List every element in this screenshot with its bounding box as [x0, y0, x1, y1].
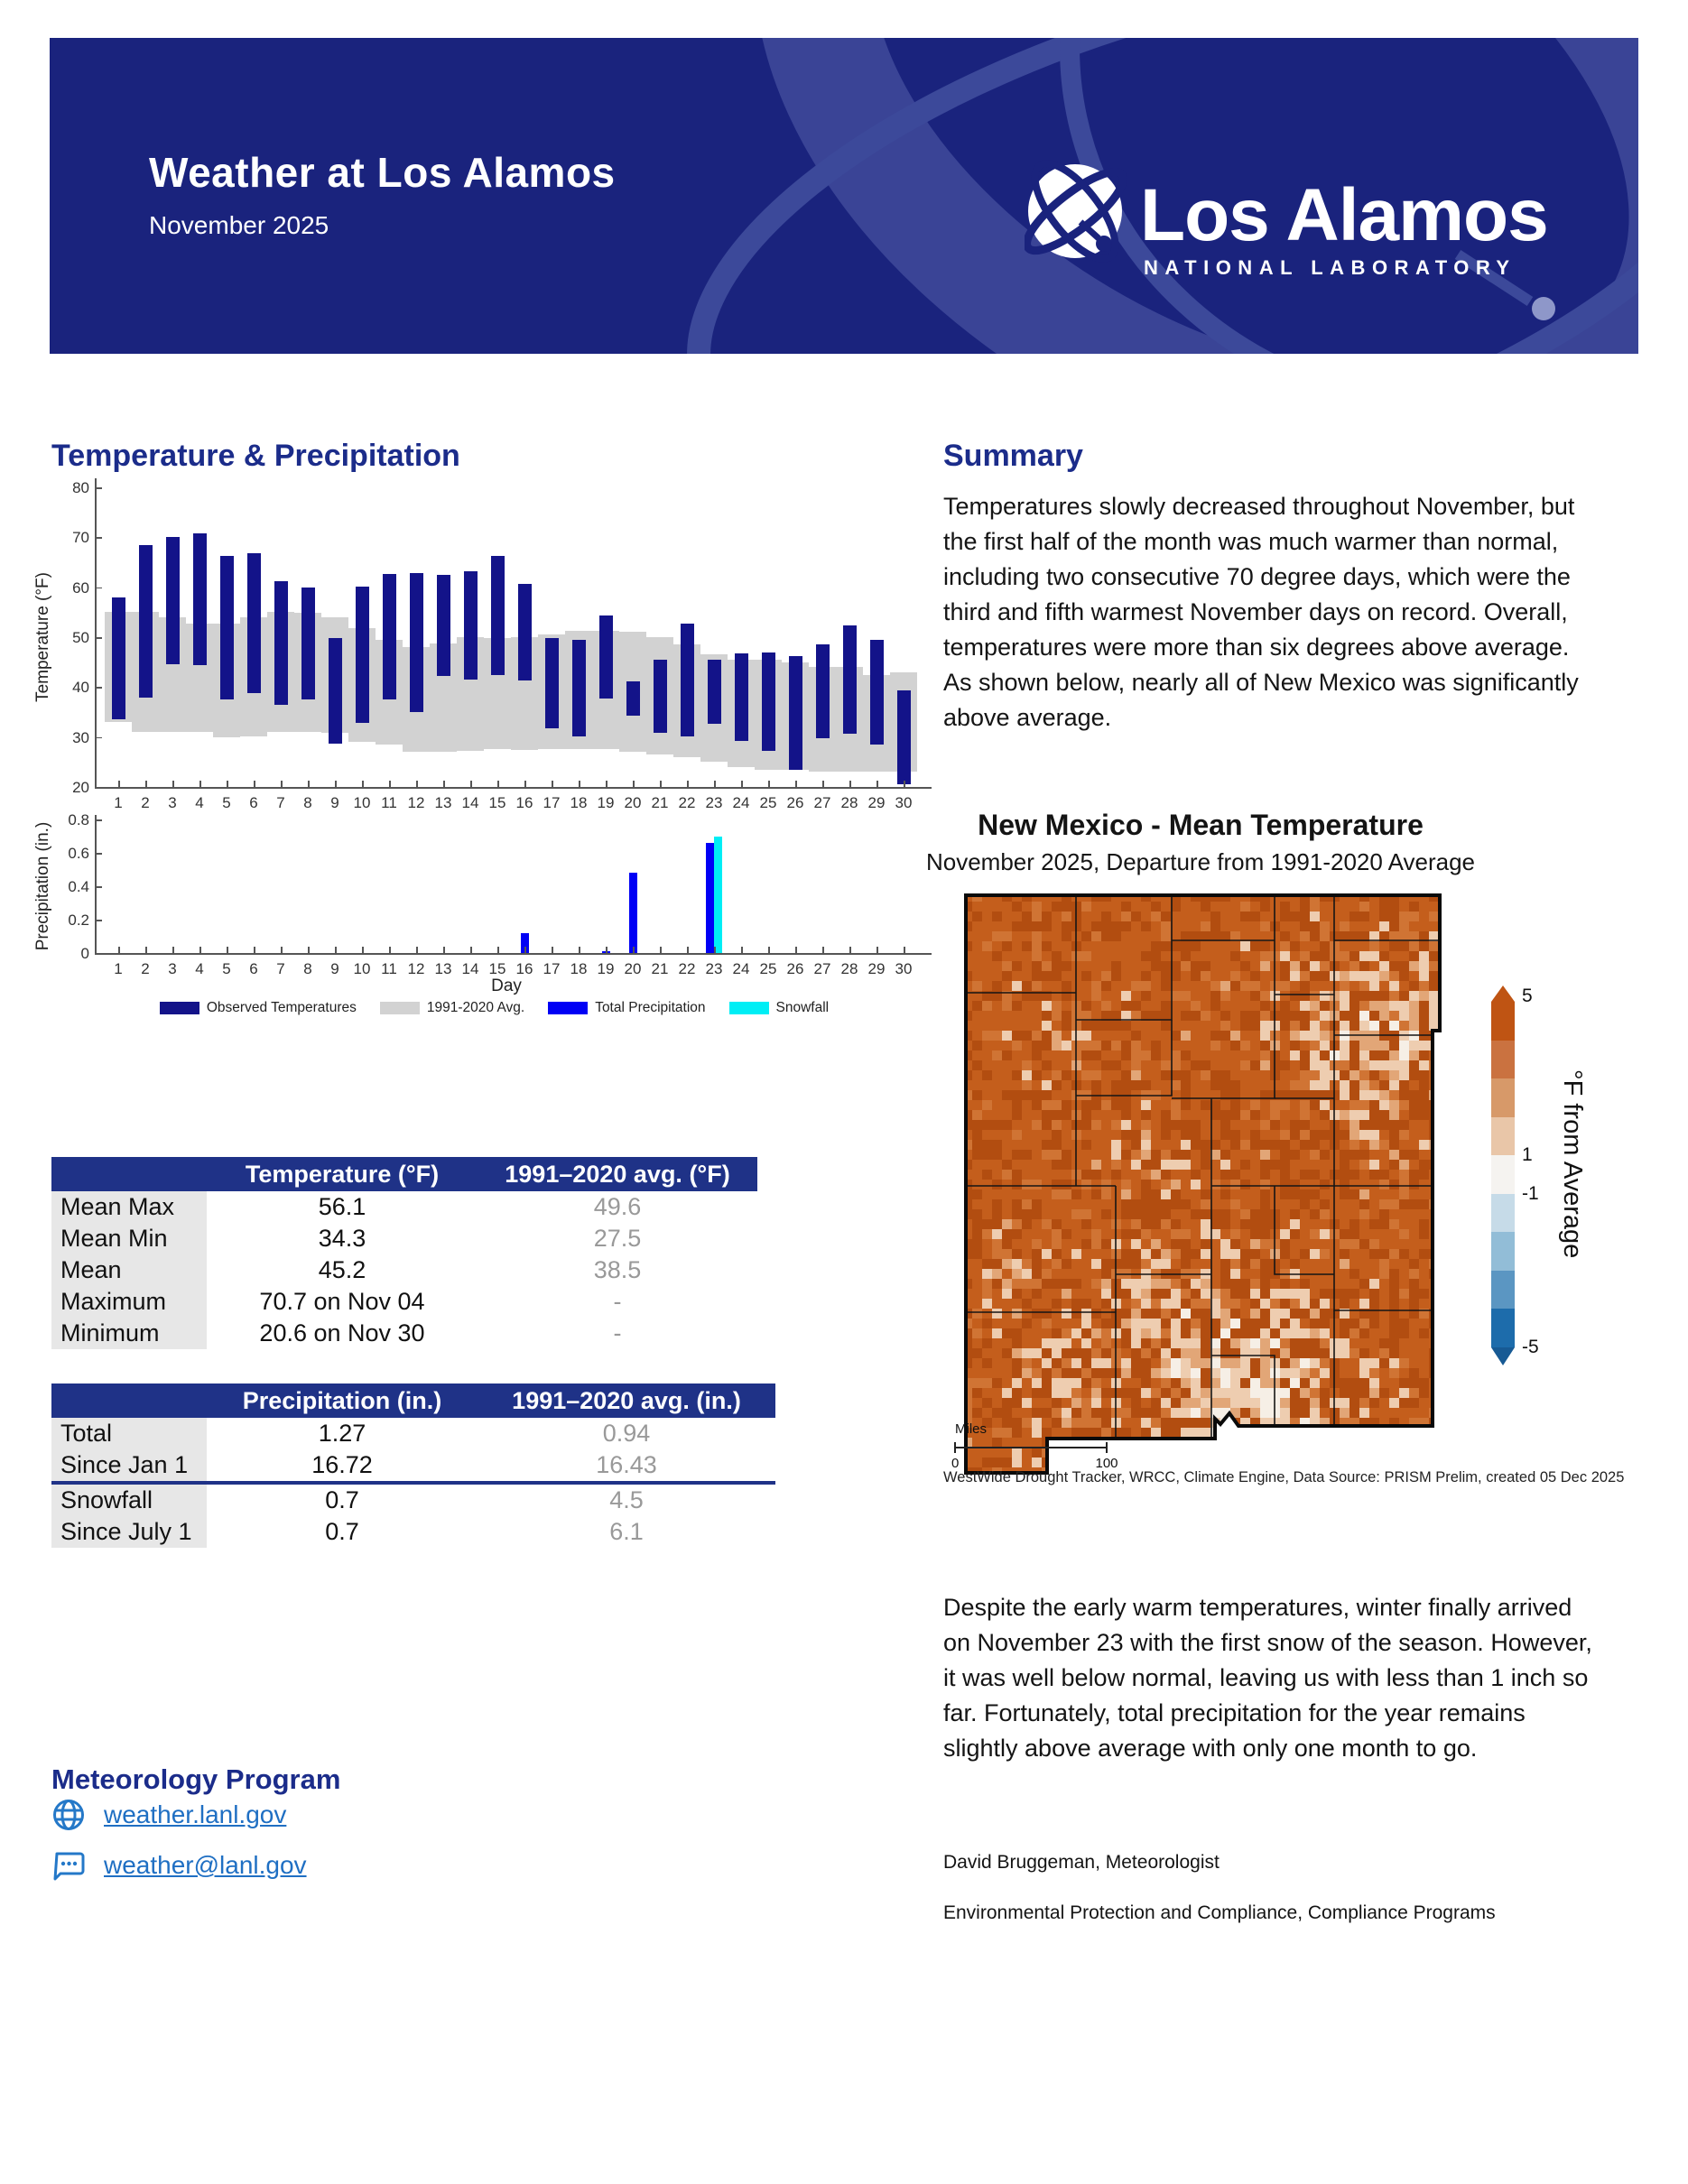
- precip-x-tick-label: 10: [353, 960, 371, 977]
- precip-x-tick: [172, 947, 174, 953]
- observed-temp-bar: [274, 581, 288, 705]
- precip-x-tick: [281, 947, 283, 953]
- temp-x-tick: [308, 781, 310, 787]
- temp-x-tick-label: 26: [786, 794, 804, 811]
- temp-y-tick-label: 20: [72, 779, 89, 796]
- temperature-table-row-avg: -: [613, 1288, 622, 1315]
- temp-x-tick: [904, 781, 905, 787]
- temperature-table-row: [51, 1223, 757, 1254]
- precip-y-tick-label: 0.6: [68, 845, 89, 862]
- precip-y-tick-label: 0: [80, 945, 89, 962]
- weather-email-link[interactable]: weather@lanl.gov: [104, 1851, 307, 1879]
- temp-x-tick-label: 2: [141, 794, 150, 811]
- temp-x-tick-label: 29: [867, 794, 886, 811]
- temp-x-tick-label: 13: [434, 794, 452, 811]
- temp-y-tick-label: 80: [72, 479, 89, 496]
- temperature-table-header-row: [51, 1157, 757, 1191]
- precip-x-tick-label: 17: [543, 960, 561, 977]
- colorbar-segment: [1491, 1002, 1515, 1041]
- temp-x-tick: [416, 781, 418, 787]
- temp-x-tick: [389, 781, 391, 787]
- temp-x-tick-label: 21: [651, 794, 669, 811]
- observed-temp-bar: [572, 640, 586, 736]
- temp-x-tick: [443, 781, 445, 787]
- colorbar-label-neg1: -1: [1522, 1183, 1539, 1204]
- observed-temp-bar: [816, 644, 830, 738]
- temp-x-tick-label: 9: [330, 794, 339, 811]
- legend-item: [160, 1000, 357, 1016]
- temperature-table-row-avg: 27.5: [593, 1225, 642, 1252]
- temperature-table-row-avg: -: [613, 1319, 622, 1346]
- colorbar-segment: [1491, 1117, 1515, 1156]
- legend-label: Observed Temperatures: [206, 1000, 357, 1015]
- temp-x-tick: [822, 781, 824, 787]
- legend-swatch: [160, 1002, 199, 1014]
- temp-x-tick-label: 1: [114, 794, 123, 811]
- precipitation-table-header-row: [51, 1384, 775, 1418]
- chart-legend: [54, 1000, 934, 1016]
- temp-x-tick-label: 30: [895, 794, 913, 811]
- temperature-table-row: [51, 1286, 757, 1318]
- colorbar-segment: [1491, 1232, 1515, 1271]
- colorbar-bottom-arrow: [1491, 1347, 1515, 1365]
- precip-x-tick: [118, 947, 120, 953]
- precip-x-tick-label: 12: [407, 960, 425, 977]
- temp-x-tick: [795, 781, 797, 787]
- colorbar-axis-label: °F from Average: [1558, 1069, 1587, 1259]
- precipitation-table-col-header: Precipitation (in.): [242, 1386, 442, 1414]
- precipitation-table-row: [51, 1485, 775, 1516]
- lanl-logo: [1025, 150, 1620, 330]
- temperature-table-row: [51, 1254, 757, 1286]
- precip-x-tick-label: 4: [195, 960, 204, 977]
- colorbar-segment: [1491, 1078, 1515, 1117]
- precipitation-table-row-label: Since July 1: [51, 1516, 207, 1548]
- temp-x-tick-label: 7: [276, 794, 285, 811]
- colorbar-segment: [1491, 1194, 1515, 1233]
- observed-temp-bar: [545, 638, 559, 729]
- meteorology-program-title: Meteorology Program: [51, 1763, 341, 1795]
- precipitation-table-row-value: 0.7: [325, 1518, 359, 1545]
- temp-y-tick-label: 60: [72, 578, 89, 597]
- precip-y-tick-label: 0.8: [68, 811, 89, 828]
- temperature-table-row-value: 45.2: [318, 1256, 366, 1283]
- temp-x-tick-label: 6: [249, 794, 258, 811]
- temp-y-axis-label: Temperature (°F): [33, 572, 52, 702]
- observed-temp-bar: [681, 624, 694, 736]
- temp-x-tick-label: 3: [168, 794, 177, 811]
- observed-temp-bar: [112, 597, 125, 720]
- temp-y-tick: [95, 487, 102, 489]
- precipitation-table-row-label: Since Jan 1: [51, 1449, 207, 1481]
- precipitation-table-row: [51, 1516, 775, 1548]
- email-link-row: [51, 1848, 307, 1883]
- website-link-row: [51, 1798, 286, 1832]
- temp-x-tick-label: 5: [222, 794, 231, 811]
- temp-y-tick: [95, 687, 102, 689]
- observed-temp-bar: [708, 660, 721, 724]
- temp-y-tick: [95, 737, 102, 739]
- temp-precip-chart: [33, 469, 934, 1047]
- temp-x-tick: [145, 781, 147, 787]
- temp-y-tick: [95, 588, 102, 589]
- observed-temp-bar: [654, 660, 667, 733]
- temp-x-tick-label: 10: [353, 794, 371, 811]
- observed-temp-bar: [220, 556, 234, 699]
- map-subtitle: November 2025, Departure from 1991-2020 Average: [925, 848, 1475, 875]
- temperature-table-col-header: Temperature (°F): [245, 1160, 440, 1188]
- temp-x-tick: [281, 781, 283, 787]
- temperature-table-row-label: Mean Min: [51, 1223, 207, 1254]
- precip-y-tick-label: 0.4: [68, 878, 89, 895]
- colorbar-label-5: 5: [1522, 986, 1533, 1006]
- temperature-table-avg-col-header: 1991–2020 avg. (°F): [505, 1160, 730, 1188]
- precip-x-tick-label: 18: [570, 960, 588, 977]
- observed-temp-bar: [762, 652, 775, 752]
- precipitation-table-row-value: 16.72: [311, 1451, 373, 1478]
- precip-x-tick-label: 24: [732, 960, 750, 977]
- temp-x-tick-label: 24: [732, 794, 750, 811]
- temperature-table-row: [51, 1318, 757, 1349]
- temp-y-tick-label: 40: [72, 679, 89, 697]
- precip-y-axis: [95, 815, 97, 953]
- precip-y-tick: [95, 819, 102, 821]
- observed-temp-bar: [843, 625, 857, 734]
- precip-x-tick: [416, 947, 418, 953]
- temp-x-tick: [118, 781, 120, 787]
- colorbar-segment: [1491, 1271, 1515, 1309]
- temp-x-tick: [362, 781, 364, 787]
- temperature-table-row-value: 20.6 on Nov 30: [259, 1319, 425, 1346]
- legend-item: [729, 1000, 830, 1016]
- precip-x-tick-label: 9: [330, 960, 339, 977]
- observed-temp-bar: [518, 584, 532, 680]
- legend-label: Total Precipitation: [595, 1000, 706, 1015]
- legend-swatch: [729, 1002, 769, 1014]
- legend-label: Snowfall: [775, 1000, 830, 1015]
- precip-x-tick-label: 11: [381, 960, 397, 977]
- precipitation-table: [51, 1384, 775, 1548]
- temp-x-tick: [172, 781, 174, 787]
- temp-y-axis: [95, 478, 97, 787]
- temperature-table-row-avg: 38.5: [593, 1256, 642, 1283]
- observed-temp-bar: [329, 638, 342, 744]
- colorbar-label-1: 1: [1522, 1144, 1533, 1165]
- temp-x-tick-label: 8: [303, 794, 312, 811]
- temperature-table-row-label: Mean: [51, 1254, 207, 1286]
- precip-y-tick: [95, 853, 102, 855]
- temp-x-tick-label: 15: [488, 794, 506, 811]
- precipitation-table-row: [51, 1449, 775, 1481]
- legend-item: [380, 1000, 524, 1016]
- temp-y-tick-label: 70: [72, 529, 89, 547]
- temperature-table-row-label: Maximum: [51, 1286, 207, 1318]
- temp-y-tick: [95, 537, 102, 539]
- observed-temp-bar: [870, 640, 884, 745]
- legend-swatch: [548, 1002, 588, 1014]
- precip-x-tick: [822, 947, 824, 953]
- precipitation-table-row-avg: 16.43: [596, 1451, 657, 1478]
- new-mexico-temperature-map: [939, 886, 1462, 1482]
- observed-temp-bar: [789, 656, 802, 770]
- precip-x-tick-label: 7: [276, 960, 285, 977]
- precip-x-tick-label: 21: [651, 960, 669, 977]
- temp-x-tick-label: 23: [705, 794, 723, 811]
- precipitation-table-row-value: 1.27: [318, 1420, 366, 1447]
- temp-x-tick: [660, 781, 662, 787]
- observed-temp-bar: [247, 553, 261, 693]
- precip-x-tick: [606, 947, 607, 953]
- page-subtitle: November 2025: [149, 211, 329, 239]
- colorbar-segment: [1491, 1309, 1515, 1347]
- temp-x-tick: [227, 781, 228, 787]
- temp-x-tick: [552, 781, 553, 787]
- precip-x-tick: [335, 947, 337, 953]
- temp-x-tick: [470, 781, 472, 787]
- precip-x-tick-label: 28: [840, 960, 858, 977]
- precip-x-tick-label: 19: [597, 960, 615, 977]
- section-title-temp-precip: Temperature & Precipitation: [51, 439, 460, 474]
- colorbar-top-arrow: [1491, 986, 1515, 1002]
- temp-x-tick-label: 20: [624, 794, 642, 811]
- lanl-logo-subtext: NATIONAL LABORATORY: [1144, 256, 1516, 279]
- precip-x-tick: [443, 947, 445, 953]
- precip-x-tick-label: 26: [786, 960, 804, 977]
- precip-x-tick-label: 25: [759, 960, 777, 977]
- precip-x-tick: [552, 947, 553, 953]
- temp-x-tick: [335, 781, 337, 787]
- temp-x-tick: [687, 781, 689, 787]
- lanl-logo-icon: [1025, 150, 1128, 272]
- temperature-table-row-value: 34.3: [318, 1225, 366, 1252]
- precip-x-tick-label: 23: [705, 960, 723, 977]
- precip-x-tick: [254, 947, 255, 953]
- temp-x-tick-label: 4: [195, 794, 204, 811]
- precip-x-tick: [633, 947, 635, 953]
- temp-x-tick: [768, 781, 770, 787]
- legend-label: 1991-2020 Avg.: [426, 1000, 525, 1015]
- precip-x-tick-label: 22: [678, 960, 696, 977]
- weather-website-link[interactable]: weather.lanl.gov: [104, 1800, 287, 1828]
- observed-temp-bar: [166, 537, 180, 665]
- observed-temp-bar: [383, 574, 396, 699]
- temp-x-tick: [714, 781, 716, 787]
- precip-y-tick: [95, 886, 102, 888]
- precip-x-tick: [470, 947, 472, 953]
- org-line: Environmental Protection and Compliance, Compliance Programs: [943, 1902, 1496, 1923]
- svg-text:100: 100: [1095, 1456, 1118, 1471]
- precip-x-tick: [389, 947, 391, 953]
- temp-x-tick: [633, 781, 635, 787]
- legend-swatch: [380, 1002, 420, 1014]
- precip-x-tick: [768, 947, 770, 953]
- map-title: New Mexico - Mean Temperature: [978, 809, 1424, 841]
- temperature-table-row-value: 56.1: [318, 1193, 366, 1220]
- temp-x-tick: [876, 781, 878, 787]
- temp-x-tick-label: 17: [543, 794, 561, 811]
- temp-x-tick-label: 16: [515, 794, 533, 811]
- temperature-table-row-label: Minimum: [51, 1318, 207, 1349]
- precip-x-tick: [687, 947, 689, 953]
- temp-y-tick-label: 30: [72, 728, 89, 746]
- precip-x-tick-label: 6: [249, 960, 258, 977]
- temperature-table-row: [51, 1191, 757, 1223]
- precip-x-tick: [227, 947, 228, 953]
- precip-x-tick: [660, 947, 662, 953]
- observed-temp-bar: [356, 587, 369, 723]
- page-title: Weather at Los Alamos: [149, 149, 616, 196]
- chat-icon: [51, 1848, 86, 1883]
- snowfall-bar: [714, 837, 722, 954]
- precip-x-tick: [497, 947, 499, 953]
- precip-x-tick: [904, 947, 905, 953]
- temp-y-tick: [95, 787, 102, 789]
- map-colorbar: [1491, 986, 1515, 1365]
- temperature-table-row-avg: 49.6: [593, 1193, 642, 1220]
- observed-temp-bar: [491, 556, 505, 675]
- precipitation-table-row-avg: 0.94: [602, 1420, 651, 1447]
- author-line: David Bruggeman, Meteorologist: [943, 1852, 1220, 1873]
- temp-x-tick: [497, 781, 499, 787]
- temp-x-tick-label: 25: [759, 794, 777, 811]
- precip-x-tick-label: 13: [434, 960, 452, 977]
- precip-x-tick: [714, 947, 716, 953]
- colorbar-segment: [1491, 1041, 1515, 1079]
- precip-x-tick: [876, 947, 878, 953]
- precip-x-tick-label: 16: [515, 960, 533, 977]
- colorbar-segment: [1491, 1155, 1515, 1194]
- svg-text:0: 0: [951, 1456, 960, 1471]
- header-banner: [50, 38, 1638, 354]
- precipitation-table-row-avg: 4.5: [609, 1486, 644, 1513]
- precip-x-tick-label: 8: [303, 960, 312, 977]
- day-axis-label: Day: [491, 976, 522, 995]
- observed-temp-bar: [599, 615, 613, 698]
- temp-x-tick-label: 11: [381, 794, 397, 811]
- precip-x-tick-label: 14: [461, 960, 479, 977]
- observed-temp-bar: [464, 571, 478, 680]
- precip-x-tick-label: 3: [168, 960, 177, 977]
- closing-paragraph: Despite the early warm temperatures, winter finally arrived on November 23 with the first snow of the season. However, it was well below normal, leaving us with less than 1 inch so far. Fortunately, total precipitation for the year remains slightly above average with only one month to go.: [943, 1594, 1592, 1762]
- precip-x-tick: [362, 947, 364, 953]
- precip-x-tick: [849, 947, 851, 953]
- precip-x-tick: [795, 947, 797, 953]
- precipitation-table-row-label: Snowfall: [51, 1485, 207, 1516]
- precip-y-axis-label: Precipitation (in.): [33, 821, 52, 951]
- temp-x-tick: [606, 781, 607, 787]
- temp-x-axis: [95, 787, 932, 789]
- lanl-logo-text: Los Alamos: [1140, 174, 1548, 256]
- observed-temp-bar: [437, 575, 450, 676]
- observed-temp-bar: [626, 681, 640, 717]
- precip-x-tick-label: 2: [141, 960, 150, 977]
- precip-x-tick-label: 15: [488, 960, 506, 977]
- precip-x-tick-label: 30: [895, 960, 913, 977]
- precip-y-tick-label: 0.2: [68, 912, 89, 929]
- svg-text:Miles: Miles: [955, 1421, 988, 1437]
- observed-temp-bar: [897, 690, 911, 783]
- temp-x-tick: [199, 781, 201, 787]
- precipitation-table-row-label: Total: [51, 1418, 207, 1449]
- temp-x-tick: [579, 781, 580, 787]
- temp-x-tick-label: 14: [461, 794, 479, 811]
- precipitation-table-row-avg: 6.1: [609, 1518, 644, 1545]
- map-raster: [939, 886, 1462, 1482]
- temp-x-tick-label: 22: [678, 794, 696, 811]
- globe-icon: [51, 1798, 86, 1832]
- temp-x-tick: [741, 781, 743, 787]
- temp-x-tick: [254, 781, 255, 787]
- observed-temp-bar: [193, 533, 207, 665]
- temp-x-tick-label: 19: [597, 794, 615, 811]
- precip-x-tick: [579, 947, 580, 953]
- temp-x-tick-label: 18: [570, 794, 588, 811]
- legend-item: [548, 1000, 705, 1016]
- observed-temp-bar: [139, 545, 153, 699]
- temperature-table: [51, 1157, 757, 1349]
- precipitation-table-row-value: 0.7: [325, 1486, 359, 1513]
- observed-temp-bar: [410, 573, 423, 712]
- summary-paragraph: Temperatures slowly decreased throughout November, but the first half of the month was much warmer than normal, including two consecutive 70 degree days, which were the third and fifth warmest November days on record. Overall, temperatures were more than six degrees above average. As shown below, nearly all of New Mexico was significantly above average.: [943, 493, 1579, 731]
- precip-x-tick: [199, 947, 201, 953]
- precip-y-tick: [95, 953, 102, 955]
- temp-x-tick: [524, 781, 526, 787]
- precip-x-tick-label: 20: [624, 960, 642, 977]
- summary-title: Summary: [943, 439, 1083, 474]
- precip-x-tick-label: 29: [867, 960, 886, 977]
- temperature-table-row-value: 70.7 on Nov 04: [259, 1288, 425, 1315]
- precip-x-axis: [95, 953, 932, 955]
- precip-x-tick-label: 5: [222, 960, 231, 977]
- precipitation-table-row: [51, 1418, 775, 1449]
- colorbar-label-neg5: -5: [1522, 1337, 1539, 1357]
- temp-x-tick: [849, 781, 851, 787]
- temperature-table-row-label: Mean Max: [51, 1191, 207, 1223]
- precip-y-tick: [95, 920, 102, 921]
- precipitation-table-avg-col-header: 1991–2020 avg. (in.): [512, 1386, 741, 1414]
- precip-x-tick: [145, 947, 147, 953]
- precip-x-tick-label: 1: [114, 960, 123, 977]
- temp-x-tick-label: 28: [840, 794, 858, 811]
- map-caption: WestWide Drought Tracker, WRCC, Climate Engine, Data Source: PRISM Prelim, created 05 Dec 2025: [943, 1469, 1625, 1485]
- precip-bar: [706, 843, 714, 953]
- temp-x-tick-label: 12: [407, 794, 425, 811]
- temp-x-tick-label: 27: [813, 794, 831, 811]
- temp-y-tick-label: 50: [72, 629, 89, 646]
- precip-x-tick: [308, 947, 310, 953]
- observed-temp-bar: [735, 653, 748, 740]
- precip-x-tick: [741, 947, 743, 953]
- precip-bar: [629, 873, 637, 953]
- temp-y-tick: [95, 637, 102, 639]
- precip-x-tick: [524, 947, 526, 953]
- precip-x-tick-label: 27: [813, 960, 831, 977]
- observed-temp-bar: [301, 588, 315, 699]
